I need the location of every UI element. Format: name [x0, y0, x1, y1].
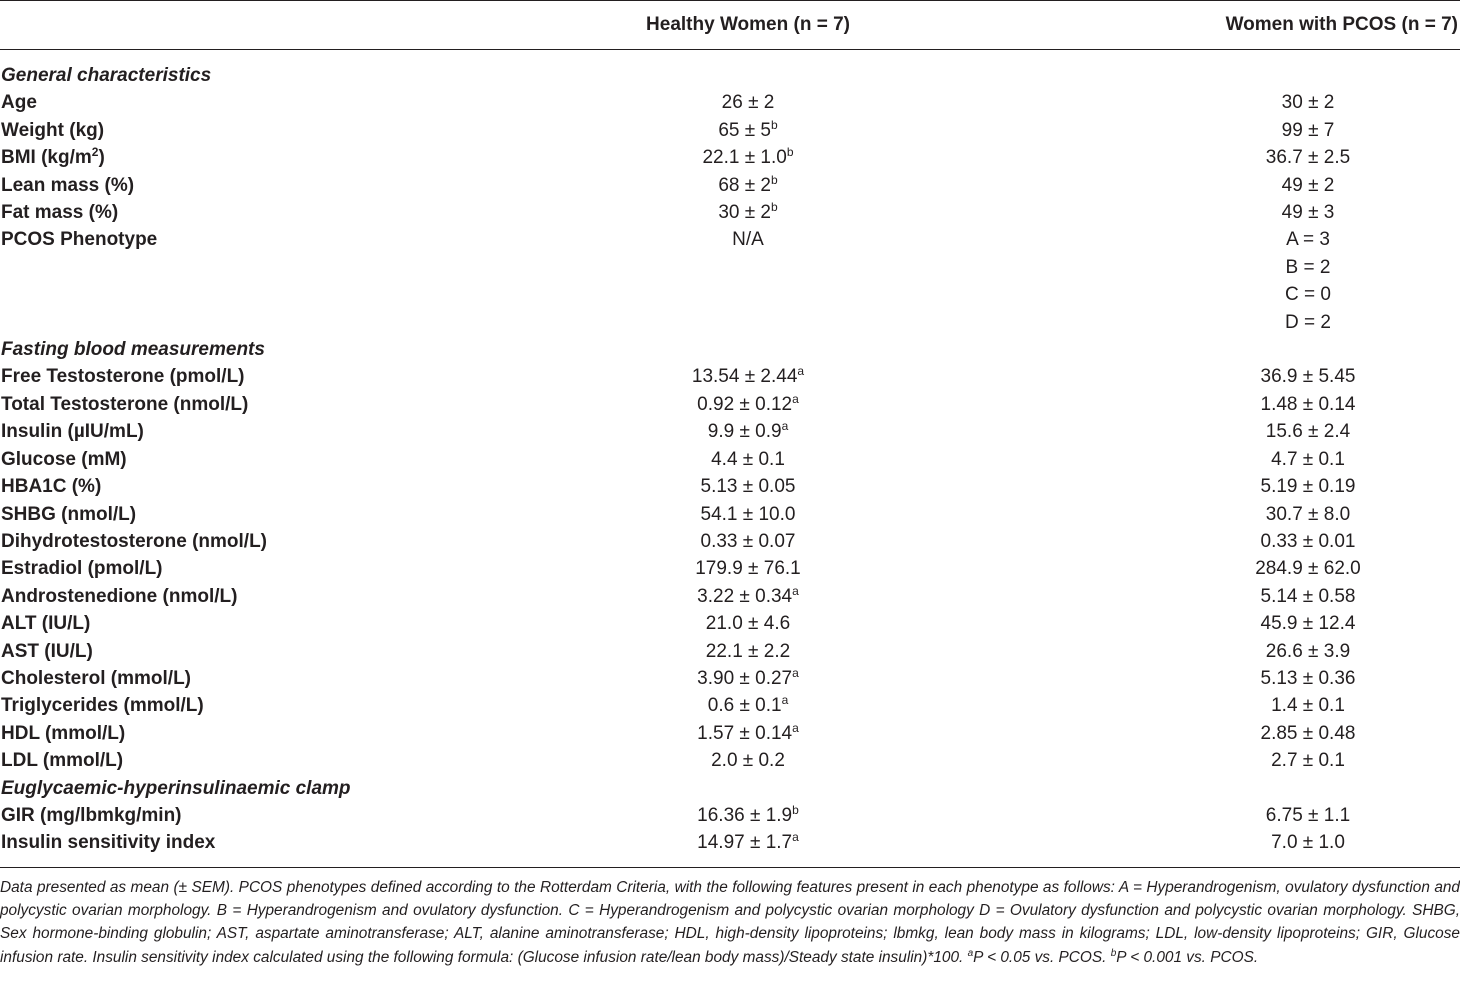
section-title: Fasting blood measurements: [1, 339, 265, 361]
row-label: [0, 254, 430, 281]
footnote-note-a: P < 0.05 vs. PCOS.: [973, 948, 1111, 966]
footnote-text: Data presented as mean (± SEM). PCOS phenotypes defined according to the Rotterdam Criteria, with the following features present in each phenotype as follows: A = Hyperandrogenism, ovulatory dysfunction and polycystic ovarian morphology. B = Hyperandrogenism and ovulatory dysfunction. C = Hyperandrogenism and polycystic ovarian morphology D = Ovulatory dysfunction and polycystic ovarian morphology. SHBG, Sex hormone-binding globulin; AST, aspartate aminotransferase; ALT, alanine aminotransferase; HDL, high-density lipoproteins; lbmkg, lean body mass in kilograms; LDL, low-density lipoproteins; GIR, Glucose infusion rate. Insulin sensitivity index calculated using the following formula: (Glucose infusion rate/lean body mass)/Steady state insulin)*100.: [0, 879, 1460, 966]
pcos-value: 36.7 ± 2.5: [1265, 147, 1351, 169]
row-label-text: SHBG (nmol/L): [1, 503, 137, 525]
healthy-value: 3.22 ± 0.34: [697, 585, 793, 607]
healthy-value-cell: [430, 555, 1066, 582]
row-label-text: HBA1C (%): [1, 476, 102, 498]
healthy-value-cell: [430, 638, 1066, 665]
table-row: [0, 254, 1460, 281]
footnote-sup-b: b: [1110, 947, 1117, 959]
healthy-value: 16.36 ± 1.9: [697, 804, 793, 826]
healthy-value: 68 ± 2: [718, 174, 771, 196]
healthy-value: 179.9 ± 76.1: [695, 558, 801, 580]
healthy-value-cell: [430, 747, 1066, 774]
table-row: [0, 747, 1460, 774]
healthy-value-cell: [430, 281, 1066, 308]
row-label-superscript: 2: [91, 145, 99, 160]
significance-marker: a: [792, 665, 799, 680]
row-label-text: Insulin (µIU/mL): [1, 421, 144, 443]
section-title: General characteristics: [1, 65, 212, 86]
significance-marker: a: [792, 720, 799, 735]
healthy-value-cell: [430, 172, 1066, 199]
healthy-value: 14.97 ± 1.7: [697, 832, 793, 854]
row-label: [0, 720, 430, 747]
pcos-value: 1.4 ± 0.1: [1271, 695, 1345, 717]
row-label-text: Fat mass (%): [1, 202, 119, 224]
significance-marker: a: [797, 364, 805, 379]
pcos-value: 49 ± 3: [1281, 202, 1335, 224]
table-row: [0, 446, 1460, 473]
table-row: [0, 501, 1460, 528]
healthy-value: N/A: [732, 229, 764, 251]
table-row: [0, 117, 1460, 144]
healthy-value-cell: [430, 583, 1066, 610]
healthy-value: 4.4 ± 0.1: [711, 448, 785, 470]
table-body: [0, 50, 1460, 857]
healthy-value: 1.57 ± 0.14: [697, 722, 793, 744]
healthy-value: 26 ± 2: [721, 92, 775, 114]
table-row: [0, 226, 1460, 253]
table-row: [0, 172, 1460, 199]
healthy-value-cell: [430, 199, 1066, 226]
table-row: [0, 418, 1460, 445]
healthy-value: 2.0 ± 0.2: [711, 750, 785, 772]
table-row: [0, 610, 1460, 637]
table-row: [0, 528, 1460, 555]
row-label-text: BMI (kg/m: [1, 147, 92, 169]
pcos-value: 2.85 ± 0.48: [1260, 722, 1356, 744]
row-label-text: ALT (IU/L): [1, 613, 91, 635]
healthy-value-cell: [430, 391, 1066, 418]
healthy-value-cell: [430, 802, 1066, 829]
table-row: [0, 583, 1460, 610]
healthy-value: 21.0 ± 4.6: [705, 613, 791, 635]
row-label: [0, 309, 430, 336]
pcos-value: 5.19 ± 0.19: [1260, 476, 1356, 498]
healthy-value: 13.54 ± 2.44: [691, 366, 798, 388]
section-row: [0, 336, 1460, 363]
healthy-value-cell: [430, 117, 1066, 144]
section-row: [0, 50, 1460, 89]
row-label: [0, 610, 430, 637]
healthy-value: 0.6 ± 0.1: [707, 695, 782, 717]
pcos-value: 30.7 ± 8.0: [1265, 503, 1351, 525]
pcos-value: A = 3: [1286, 229, 1330, 251]
section-row: [0, 775, 1460, 802]
healthy-value-cell: [430, 309, 1066, 336]
row-label-text: PCOS Phenotype: [1, 229, 158, 251]
pcos-value: 5.13 ± 0.36: [1260, 667, 1356, 689]
footnote-note-b: P < 0.001 vs. PCOS.: [1116, 948, 1259, 966]
row-label-text: AST (IU/L): [1, 640, 93, 662]
healthy-value: 0.33 ± 0.07: [700, 530, 796, 552]
row-label: [0, 638, 430, 665]
healthy-value: 0.92 ± 0.12: [697, 393, 793, 415]
row-label-suffix: ): [98, 147, 105, 169]
pcos-value: 49 ± 2: [1281, 174, 1335, 196]
significance-marker: a: [792, 391, 799, 406]
table-row: [0, 692, 1460, 719]
healthy-value-cell: [430, 528, 1066, 555]
pcos-value: 7.0 ± 1.0: [1271, 832, 1345, 854]
healthy-value-cell: [430, 610, 1066, 637]
row-label: [0, 446, 430, 473]
table-row: [0, 638, 1460, 665]
row-label: [0, 172, 430, 199]
healthy-value-cell: [430, 363, 1066, 390]
row-label-text: Lean mass (%): [1, 174, 135, 196]
pcos-value: 6.75 ± 1.1: [1265, 804, 1351, 826]
pcos-value: 0.33 ± 0.01: [1260, 530, 1356, 552]
healthy-value-cell: [430, 446, 1066, 473]
significance-marker: a: [792, 583, 799, 598]
row-label-text: Free Testosterone (pmol/L): [1, 366, 245, 388]
table-row: [0, 665, 1460, 692]
pcos-value: 99 ± 7: [1281, 119, 1335, 141]
healthy-value: 22.1 ± 2.2: [705, 640, 791, 662]
table-row: [0, 473, 1460, 500]
pcos-value: C = 0: [1285, 284, 1331, 306]
row-label-text: Weight (kg): [1, 119, 105, 141]
healthy-value: 3.90 ± 0.27: [697, 667, 793, 689]
healthy-value: 65 ± 5: [718, 119, 771, 141]
header-variable: [0, 0, 430, 50]
pcos-value: 30 ± 2: [1281, 92, 1335, 114]
row-label: [0, 528, 430, 555]
healthy-value-cell: [430, 473, 1066, 500]
row-label-text: LDL (mmol/L): [1, 750, 124, 772]
table-row: [0, 720, 1460, 747]
row-label-text: Dihydrotestosterone (nmol/L): [1, 530, 268, 552]
row-label: [0, 829, 430, 856]
healthy-value-cell: [430, 254, 1066, 281]
row-label: [0, 802, 430, 829]
header-healthy-women: Healthy Women (n = 7): [646, 14, 850, 36]
healthy-value-cell: [430, 501, 1066, 528]
section-title: Euglycaemic-hyperinsulinaemic clamp: [1, 777, 351, 799]
row-label-text: Estradiol (pmol/L): [1, 558, 163, 580]
row-label-text: Androstenedione (nmol/L): [1, 585, 238, 607]
significance-marker: a: [792, 830, 799, 845]
pcos-value: 36.9 ± 5.45: [1260, 366, 1356, 388]
table-row: [0, 829, 1460, 856]
healthy-value-cell: [430, 692, 1066, 719]
healthy-value: 5.13 ± 0.05: [700, 476, 796, 498]
row-label: [0, 117, 430, 144]
healthy-value-cell: [430, 89, 1066, 116]
pcos-value: 5.14 ± 0.58: [1260, 585, 1356, 607]
row-label: [0, 555, 430, 582]
row-label: [0, 199, 430, 226]
healthy-value: 22.1 ± 1.0: [702, 147, 787, 169]
row-label-text: Age: [1, 92, 37, 114]
row-label: [0, 363, 430, 390]
healthy-value-cell: [430, 720, 1066, 747]
table-row: [0, 199, 1460, 226]
significance-marker: b: [771, 117, 778, 132]
table-row: [0, 144, 1460, 171]
healthy-value: 9.9 ± 0.9: [707, 421, 782, 443]
row-label: [0, 418, 430, 445]
healthy-value-cell: [430, 418, 1066, 445]
pcos-value: 45.9 ± 12.4: [1260, 613, 1356, 635]
row-label-text: Total Testosterone (nmol/L): [1, 393, 249, 415]
row-label: [0, 281, 430, 308]
pcos-value: 1.48 ± 0.14: [1260, 393, 1356, 415]
pcos-value: D = 2: [1285, 311, 1331, 333]
header-row: [0, 0, 1460, 50]
row-label-text: Cholesterol (mmol/L): [1, 667, 192, 689]
pcos-value: B = 2: [1285, 256, 1331, 278]
header-women-with-pcos: Women with PCOS (n = 7): [1225, 14, 1458, 36]
row-label: [0, 692, 430, 719]
row-label-text: Glucose (mM): [1, 448, 127, 470]
pcos-value: 284.9 ± 62.0: [1255, 558, 1361, 580]
table-row: [0, 281, 1460, 308]
significance-marker: b: [771, 200, 778, 215]
row-label: [0, 89, 430, 116]
significance-marker: a: [781, 693, 789, 708]
table-footnote: [0, 876, 1460, 969]
table-row: [0, 89, 1460, 116]
pcos-value: 26.6 ± 3.9: [1265, 640, 1351, 662]
significance-marker: b: [771, 172, 778, 187]
row-label: [0, 583, 430, 610]
table-row: [0, 309, 1460, 336]
row-label-text: HDL (mmol/L): [1, 722, 126, 744]
row-label: [0, 144, 430, 171]
pcos-value: 15.6 ± 2.4: [1265, 421, 1351, 443]
row-label-text: Insulin sensitivity index: [1, 832, 216, 854]
pcos-value: 4.7 ± 0.1: [1271, 448, 1345, 470]
row-label: [0, 226, 430, 253]
significance-marker: b: [786, 145, 794, 160]
bottom-rule: [0, 867, 1460, 868]
healthy-value-cell: [430, 226, 1066, 253]
table-row: [0, 555, 1460, 582]
row-label: [0, 391, 430, 418]
healthy-value: 30 ± 2: [718, 202, 771, 224]
row-label: [0, 665, 430, 692]
row-label: [0, 501, 430, 528]
row-label-text: GIR (mg/lbmkg/min): [1, 804, 182, 826]
row-label-text: Triglycerides (mmol/L): [1, 695, 204, 717]
healthy-value-cell: [430, 144, 1066, 171]
footnote-sup-a: a: [967, 947, 974, 959]
row-label: [0, 473, 430, 500]
pcos-value: 2.7 ± 0.1: [1271, 750, 1345, 772]
table-row: [0, 802, 1460, 829]
healthy-value-cell: [430, 665, 1066, 692]
significance-marker: b: [792, 802, 799, 817]
healthy-value: 54.1 ± 10.0: [700, 503, 796, 525]
table-row: [0, 391, 1460, 418]
row-label: [0, 747, 430, 774]
table-row: [0, 363, 1460, 390]
significance-marker: a: [781, 419, 789, 434]
healthy-value-cell: [430, 829, 1066, 856]
